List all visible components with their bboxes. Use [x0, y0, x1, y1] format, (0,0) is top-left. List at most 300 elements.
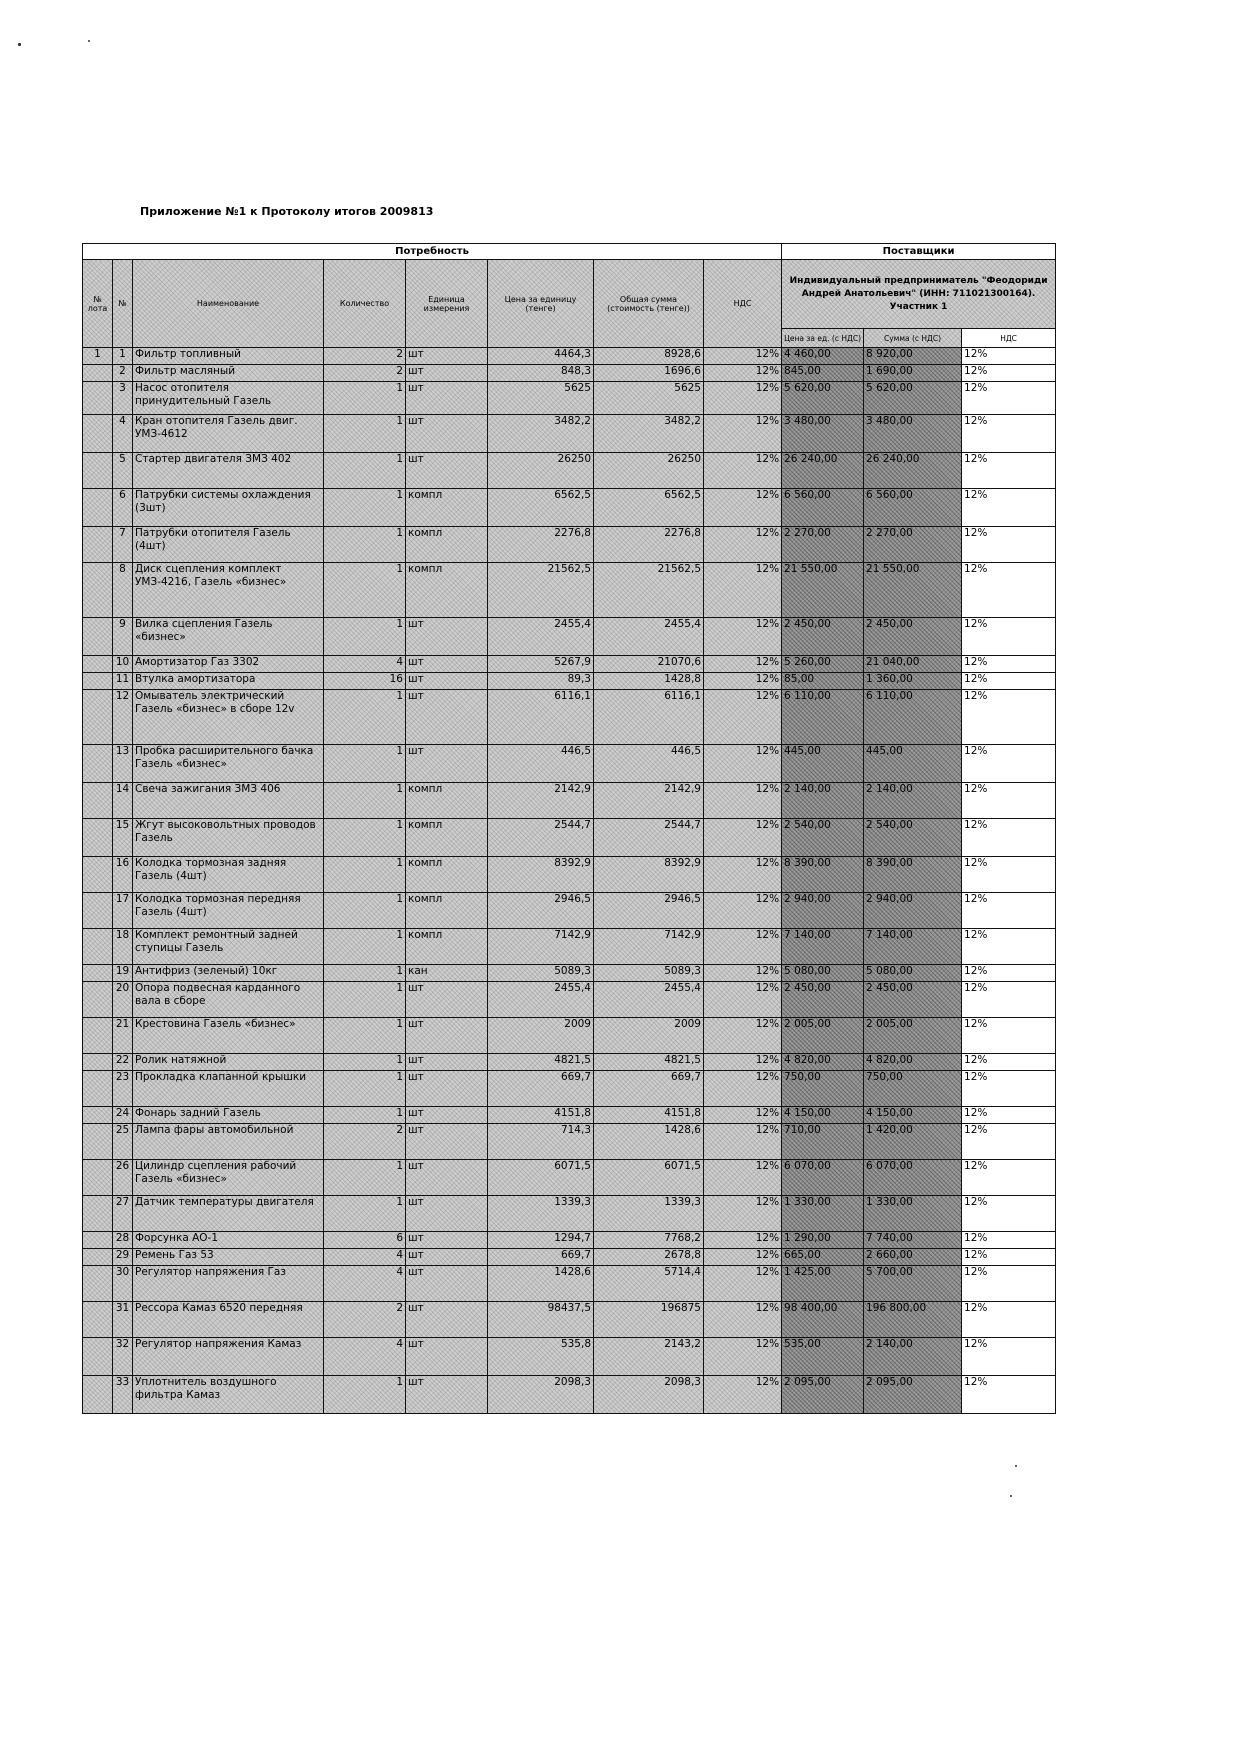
- row-supplier-total: 1 330,00: [864, 1196, 962, 1232]
- row-supplier-total: 7 140,00: [864, 929, 962, 965]
- table-row: [83, 982, 1056, 1018]
- row-total: 5714,4: [594, 1266, 704, 1302]
- header-supplier-price: Цена за ед. (с НДС): [782, 329, 864, 348]
- row-supplier-vat: 12%: [962, 857, 1056, 893]
- row-unit: шт: [406, 1071, 488, 1107]
- row-supplier-price: 710,00: [782, 1124, 864, 1160]
- row-num: 11: [113, 673, 133, 690]
- row-num: 20: [113, 982, 133, 1018]
- row-price: 535,8: [488, 1338, 594, 1376]
- table-row: [83, 1376, 1056, 1414]
- row-name: Пробка расширительного бачка Газель «бизнес»: [133, 745, 324, 783]
- row-price: 7142,9: [488, 929, 594, 965]
- row-qty: 1: [324, 1018, 406, 1054]
- header-supplier-vat: НДС: [962, 329, 1056, 348]
- row-supplier-vat: 12%: [962, 618, 1056, 656]
- row-qty: 4: [324, 656, 406, 673]
- row-supplier-total: 5 080,00: [864, 965, 962, 982]
- row-lot: [83, 618, 113, 656]
- row-lot: [83, 415, 113, 453]
- row-supplier-vat: 12%: [962, 489, 1056, 527]
- row-supplier-price: 2 140,00: [782, 783, 864, 819]
- header-price: Цена за единицу (тенге): [488, 260, 594, 348]
- row-qty: 1: [324, 563, 406, 618]
- row-lot: [83, 1338, 113, 1376]
- row-total: 6562,5: [594, 489, 704, 527]
- row-unit: шт: [406, 1160, 488, 1196]
- row-total: 446,5: [594, 745, 704, 783]
- row-total: 21070,6: [594, 656, 704, 673]
- row-price: 6116,1: [488, 690, 594, 745]
- row-qty: 4: [324, 1249, 406, 1266]
- row-qty: 4: [324, 1266, 406, 1302]
- row-name: Фильтр топливный: [133, 348, 324, 365]
- row-name: Омыватель электрический Газель «бизнес» в сборе 12v: [133, 690, 324, 745]
- row-name: Опора подвесная карданного вала в сборе: [133, 982, 324, 1018]
- row-num: 33: [113, 1376, 133, 1414]
- row-supplier-total: 2 270,00: [864, 527, 962, 563]
- row-supplier-price: 7 140,00: [782, 929, 864, 965]
- row-supplier-vat: 12%: [962, 382, 1056, 415]
- row-price: 5267,9: [488, 656, 594, 673]
- row-qty: 4: [324, 1338, 406, 1376]
- row-supplier-price: 98 400,00: [782, 1302, 864, 1338]
- table-row: [83, 527, 1056, 563]
- row-lot: [83, 1018, 113, 1054]
- row-vat: 12%: [704, 819, 782, 857]
- row-supplier-price: 3 480,00: [782, 415, 864, 453]
- row-qty: 1: [324, 965, 406, 982]
- row-price: 2544,7: [488, 819, 594, 857]
- table-row: [83, 1249, 1056, 1266]
- row-supplier-total: 4 820,00: [864, 1054, 962, 1071]
- row-total: 1428,6: [594, 1124, 704, 1160]
- header-total: Общая сумма (стоимость (тенге)): [594, 260, 704, 348]
- row-unit: шт: [406, 415, 488, 453]
- row-price: 669,7: [488, 1249, 594, 1266]
- row-price: 1294,7: [488, 1232, 594, 1249]
- row-supplier-price: 2 005,00: [782, 1018, 864, 1054]
- table-body: [83, 348, 1056, 1414]
- row-supplier-total: 7 740,00: [864, 1232, 962, 1249]
- header-qty: Количество: [324, 260, 406, 348]
- row-vat: 12%: [704, 563, 782, 618]
- row-unit: шт: [406, 365, 488, 382]
- row-unit: компл: [406, 527, 488, 563]
- row-vat: 12%: [704, 1054, 782, 1071]
- row-lot: [83, 1302, 113, 1338]
- row-qty: 1: [324, 783, 406, 819]
- row-price: 714,3: [488, 1124, 594, 1160]
- row-num: 18: [113, 929, 133, 965]
- row-num: 16: [113, 857, 133, 893]
- table-row: [83, 382, 1056, 415]
- row-total: 21562,5: [594, 563, 704, 618]
- row-total: 3482,2: [594, 415, 704, 453]
- table-row: [83, 415, 1056, 453]
- supplier-name: Индивидуальный предприниматель "Феодориди Андрей Анатольевич" (ИНН: 711021300164). Участник 1: [782, 260, 1056, 329]
- row-vat: 12%: [704, 965, 782, 982]
- row-lot: [83, 656, 113, 673]
- row-price: 3482,2: [488, 415, 594, 453]
- row-unit: шт: [406, 1249, 488, 1266]
- row-price: 848,3: [488, 365, 594, 382]
- row-name: Ремень Газ 53: [133, 1249, 324, 1266]
- row-supplier-vat: 12%: [962, 348, 1056, 365]
- row-name: Комплект ремонтный задней ступицы Газель: [133, 929, 324, 965]
- row-lot: [83, 1107, 113, 1124]
- row-supplier-price: 8 390,00: [782, 857, 864, 893]
- row-supplier-price: 2 450,00: [782, 618, 864, 656]
- row-name: Антифриз (зеленый) 10кг: [133, 965, 324, 982]
- row-vat: 12%: [704, 893, 782, 929]
- table-row: [83, 1302, 1056, 1338]
- row-qty: 1: [324, 527, 406, 563]
- row-unit: шт: [406, 1266, 488, 1302]
- row-supplier-total: 2 450,00: [864, 982, 962, 1018]
- row-lot: [83, 673, 113, 690]
- row-supplier-vat: 12%: [962, 965, 1056, 982]
- row-num: 28: [113, 1232, 133, 1249]
- row-name: Форсунка АО-1: [133, 1232, 324, 1249]
- row-supplier-vat: 12%: [962, 673, 1056, 690]
- row-supplier-vat: 12%: [962, 1018, 1056, 1054]
- row-supplier-vat: 12%: [962, 745, 1056, 783]
- row-num: 29: [113, 1249, 133, 1266]
- table-row: [83, 1160, 1056, 1196]
- row-vat: 12%: [704, 1266, 782, 1302]
- table-row: [83, 893, 1056, 929]
- scan-speck: [18, 43, 21, 46]
- row-vat: 12%: [704, 929, 782, 965]
- row-price: 2009: [488, 1018, 594, 1054]
- row-supplier-vat: 12%: [962, 1232, 1056, 1249]
- row-supplier-total: 2 140,00: [864, 1338, 962, 1376]
- row-lot: [83, 893, 113, 929]
- row-supplier-total: 21 040,00: [864, 656, 962, 673]
- row-qty: 2: [324, 1302, 406, 1338]
- row-total: 5625: [594, 382, 704, 415]
- row-lot: [83, 783, 113, 819]
- row-supplier-total: 1 420,00: [864, 1124, 962, 1160]
- row-num: 9: [113, 618, 133, 656]
- row-price: 5625: [488, 382, 594, 415]
- row-supplier-price: 1 425,00: [782, 1266, 864, 1302]
- row-unit: шт: [406, 618, 488, 656]
- row-total: 2098,3: [594, 1376, 704, 1414]
- row-qty: 1: [324, 382, 406, 415]
- row-price: 5089,3: [488, 965, 594, 982]
- row-supplier-total: 5 700,00: [864, 1266, 962, 1302]
- row-num: 14: [113, 783, 133, 819]
- row-supplier-vat: 12%: [962, 893, 1056, 929]
- row-lot: [83, 365, 113, 382]
- row-num: 19: [113, 965, 133, 982]
- row-total: 7768,2: [594, 1232, 704, 1249]
- row-num: 22: [113, 1054, 133, 1071]
- row-lot: [83, 1232, 113, 1249]
- row-total: 2455,4: [594, 982, 704, 1018]
- row-num: 24: [113, 1107, 133, 1124]
- row-num: 2: [113, 365, 133, 382]
- table-row: [83, 819, 1056, 857]
- row-lot: [83, 1376, 113, 1414]
- row-supplier-vat: 12%: [962, 1338, 1056, 1376]
- table-row: [83, 1196, 1056, 1232]
- row-supplier-total: 2 450,00: [864, 618, 962, 656]
- scan-speck: [88, 40, 90, 42]
- row-supplier-price: 21 550,00: [782, 563, 864, 618]
- row-supplier-total: 2 140,00: [864, 783, 962, 819]
- row-supplier-total: 1 360,00: [864, 673, 962, 690]
- row-lot: [83, 1071, 113, 1107]
- row-supplier-price: 5 260,00: [782, 656, 864, 673]
- row-num: 1: [113, 348, 133, 365]
- row-vat: 12%: [704, 1232, 782, 1249]
- row-unit: шт: [406, 690, 488, 745]
- table-row: [83, 453, 1056, 489]
- row-supplier-price: 5 620,00: [782, 382, 864, 415]
- row-supplier-price: 85,00: [782, 673, 864, 690]
- row-price: 21562,5: [488, 563, 594, 618]
- row-unit: компл: [406, 929, 488, 965]
- row-lot: [83, 1160, 113, 1196]
- row-unit: шт: [406, 348, 488, 365]
- row-unit: компл: [406, 893, 488, 929]
- row-name: Кран отопителя Газель двиг. УМЗ-4612: [133, 415, 324, 453]
- scan-speck: [1010, 1495, 1012, 1497]
- row-supplier-price: 6 110,00: [782, 690, 864, 745]
- row-supplier-price: 26 240,00: [782, 453, 864, 489]
- row-vat: 12%: [704, 415, 782, 453]
- row-qty: 2: [324, 348, 406, 365]
- row-num: 13: [113, 745, 133, 783]
- row-qty: 1: [324, 453, 406, 489]
- row-vat: 12%: [704, 1018, 782, 1054]
- row-total: 2544,7: [594, 819, 704, 857]
- row-supplier-vat: 12%: [962, 1376, 1056, 1414]
- table-row: [83, 563, 1056, 618]
- row-unit: компл: [406, 819, 488, 857]
- row-vat: 12%: [704, 1338, 782, 1376]
- row-name: Фонарь задний Газель: [133, 1107, 324, 1124]
- row-lot: 1: [83, 348, 113, 365]
- row-supplier-vat: 12%: [962, 783, 1056, 819]
- row-qty: 1: [324, 1376, 406, 1414]
- row-num: 8: [113, 563, 133, 618]
- row-price: 1339,3: [488, 1196, 594, 1232]
- row-unit: кан: [406, 965, 488, 982]
- row-supplier-total: 2 660,00: [864, 1249, 962, 1266]
- row-supplier-price: 6 070,00: [782, 1160, 864, 1196]
- row-unit: компл: [406, 857, 488, 893]
- table-row: [83, 489, 1056, 527]
- row-supplier-vat: 12%: [962, 563, 1056, 618]
- row-supplier-vat: 12%: [962, 1249, 1056, 1266]
- table-row: [83, 656, 1056, 673]
- row-lot: [83, 1196, 113, 1232]
- row-total: 2009: [594, 1018, 704, 1054]
- row-price: 1428,6: [488, 1266, 594, 1302]
- row-price: 2455,4: [488, 982, 594, 1018]
- row-price: 2946,5: [488, 893, 594, 929]
- row-vat: 12%: [704, 365, 782, 382]
- row-qty: 1: [324, 857, 406, 893]
- row-total: 6116,1: [594, 690, 704, 745]
- row-name: Регулятор напряжения Камаз: [133, 1338, 324, 1376]
- row-supplier-vat: 12%: [962, 1196, 1056, 1232]
- header-name: Наименование: [133, 260, 324, 348]
- row-unit: шт: [406, 656, 488, 673]
- group-header-need: Потребность: [83, 244, 782, 260]
- row-lot: [83, 527, 113, 563]
- row-supplier-price: 5 080,00: [782, 965, 864, 982]
- row-name: Ролик натяжной: [133, 1054, 324, 1071]
- row-lot: [83, 857, 113, 893]
- row-vat: 12%: [704, 453, 782, 489]
- table-row: [83, 1054, 1056, 1071]
- table-row: [83, 673, 1056, 690]
- row-name: Лампа фары автомобильной: [133, 1124, 324, 1160]
- row-qty: 1: [324, 690, 406, 745]
- row-lot: [83, 453, 113, 489]
- row-vat: 12%: [704, 1071, 782, 1107]
- row-supplier-total: 6 560,00: [864, 489, 962, 527]
- row-unit: шт: [406, 982, 488, 1018]
- row-name: Втулка амортизатора: [133, 673, 324, 690]
- row-unit: шт: [406, 1376, 488, 1414]
- row-num: 17: [113, 893, 133, 929]
- scan-speck: [1015, 1465, 1017, 1467]
- row-name: Регулятор напряжения Газ: [133, 1266, 324, 1302]
- row-unit: шт: [406, 1338, 488, 1376]
- row-vat: 12%: [704, 857, 782, 893]
- row-supplier-vat: 12%: [962, 415, 1056, 453]
- row-supplier-total: 26 240,00: [864, 453, 962, 489]
- row-vat: 12%: [704, 656, 782, 673]
- row-num: 23: [113, 1071, 133, 1107]
- row-vat: 12%: [704, 1376, 782, 1414]
- row-supplier-price: 2 270,00: [782, 527, 864, 563]
- row-name: Датчик температуры двигателя: [133, 1196, 324, 1232]
- row-lot: [83, 1054, 113, 1071]
- row-price: 2098,3: [488, 1376, 594, 1414]
- row-price: 4151,8: [488, 1107, 594, 1124]
- row-name: Колодка тормозная передняя Газель (4шт): [133, 893, 324, 929]
- table-row: [83, 1266, 1056, 1302]
- row-unit: шт: [406, 453, 488, 489]
- row-total: 1339,3: [594, 1196, 704, 1232]
- row-total: 1428,8: [594, 673, 704, 690]
- row-total: 6071,5: [594, 1160, 704, 1196]
- row-unit: шт: [406, 745, 488, 783]
- table-row: [83, 1338, 1056, 1376]
- row-num: 7: [113, 527, 133, 563]
- row-num: 4: [113, 415, 133, 453]
- row-name: Жгут высоковольтных проводов Газель: [133, 819, 324, 857]
- row-lot: [83, 1266, 113, 1302]
- row-unit: шт: [406, 1107, 488, 1124]
- row-supplier-vat: 12%: [962, 982, 1056, 1018]
- row-supplier-price: 2 450,00: [782, 982, 864, 1018]
- row-unit: шт: [406, 1232, 488, 1249]
- row-supplier-vat: 12%: [962, 527, 1056, 563]
- row-num: 25: [113, 1124, 133, 1160]
- row-vat: 12%: [704, 618, 782, 656]
- row-name: Колодка тормозная задняя Газель (4шт): [133, 857, 324, 893]
- row-name: Цилиндр сцепления рабочий Газель «бизнес»: [133, 1160, 324, 1196]
- row-unit: шт: [406, 1054, 488, 1071]
- row-total: 8392,9: [594, 857, 704, 893]
- table-row: [83, 1124, 1056, 1160]
- row-supplier-total: 3 480,00: [864, 415, 962, 453]
- row-total: 5089,3: [594, 965, 704, 982]
- row-qty: 16: [324, 673, 406, 690]
- row-num: 32: [113, 1338, 133, 1376]
- row-price: 4821,5: [488, 1054, 594, 1071]
- table-row: [83, 1018, 1056, 1054]
- row-vat: 12%: [704, 489, 782, 527]
- table-row: [83, 690, 1056, 745]
- header-num: №: [113, 260, 133, 348]
- row-vat: 12%: [704, 527, 782, 563]
- row-name: Стартер двигателя ЗМЗ 402: [133, 453, 324, 489]
- row-lot: [83, 1124, 113, 1160]
- row-lot: [83, 382, 113, 415]
- row-name: Свеча зажигания ЗМЗ 406: [133, 783, 324, 819]
- row-price: 2276,8: [488, 527, 594, 563]
- row-qty: 1: [324, 893, 406, 929]
- table-row: [83, 745, 1056, 783]
- row-name: Крестовина Газель «бизнес»: [133, 1018, 324, 1054]
- row-total: 4151,8: [594, 1107, 704, 1124]
- row-unit: компл: [406, 489, 488, 527]
- row-qty: 2: [324, 365, 406, 382]
- row-supplier-total: 445,00: [864, 745, 962, 783]
- row-supplier-price: 6 560,00: [782, 489, 864, 527]
- row-total: 1696,6: [594, 365, 704, 382]
- row-vat: 12%: [704, 1302, 782, 1338]
- row-supplier-vat: 12%: [962, 1054, 1056, 1071]
- row-num: 15: [113, 819, 133, 857]
- row-supplier-vat: 12%: [962, 1071, 1056, 1107]
- results-table-wrapper: [82, 243, 1055, 1414]
- row-supplier-vat: 12%: [962, 929, 1056, 965]
- row-supplier-total: 21 550,00: [864, 563, 962, 618]
- row-qty: 1: [324, 1196, 406, 1232]
- table-row: [83, 965, 1056, 982]
- row-total: 2143,2: [594, 1338, 704, 1376]
- row-num: 6: [113, 489, 133, 527]
- row-vat: 12%: [704, 982, 782, 1018]
- row-supplier-price: 665,00: [782, 1249, 864, 1266]
- row-vat: 12%: [704, 348, 782, 365]
- row-supplier-vat: 12%: [962, 1124, 1056, 1160]
- row-total: 2455,4: [594, 618, 704, 656]
- row-qty: 1: [324, 745, 406, 783]
- table-row: [83, 783, 1056, 819]
- row-supplier-price: 4 460,00: [782, 348, 864, 365]
- row-supplier-price: 445,00: [782, 745, 864, 783]
- row-name: Амортизатор Газ 3302: [133, 656, 324, 673]
- header-lot: № лота: [83, 260, 113, 348]
- row-qty: 2: [324, 1124, 406, 1160]
- row-total: 8928,6: [594, 348, 704, 365]
- row-price: 6071,5: [488, 1160, 594, 1196]
- row-unit: шт: [406, 1124, 488, 1160]
- table-row: [83, 929, 1056, 965]
- row-lot: [83, 965, 113, 982]
